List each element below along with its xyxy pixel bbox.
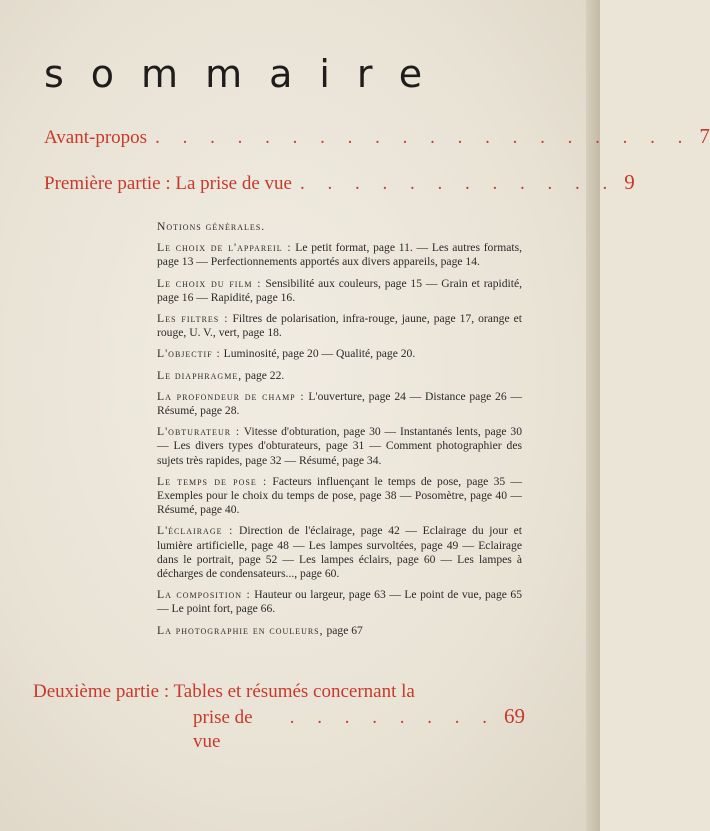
avant-propos-label: Avant-propos: [44, 127, 148, 148]
toc-entry-composition: [157, 588, 522, 616]
entry-text: Luminosité, page 20 — Qualité, page 20.: [223, 347, 416, 361]
entry-heading: L'éclairage :: [157, 524, 234, 538]
entry-heading: Le choix du film :: [157, 276, 262, 290]
premiere-partie-leader: . . . . . . . . . . . .: [299, 173, 617, 194]
entry-text: Facteurs influençant le temps de pose, page 35 — Exemples pour le choix du temps de pose, page 38 — Posomètre, page 40 — Résumé, page 40.: [157, 474, 523, 517]
deuxieme-partie-leader: . . . . . . . .: [289, 707, 496, 728]
premiere-partie-page: 9: [624, 170, 635, 194]
entry-text: Vitesse d'obturation, page 30 — Instantanés lents, page 30 — Les divers types d'obturateurs, page 31 — Comment photographier des sujets très rapides, page 32 — Résumé, page 34.: [157, 425, 522, 467]
deuxieme-partie-label-line2: prise de vue: [193, 707, 253, 752]
entry-heading: L'objectif :: [157, 347, 221, 361]
toc-entry-film: [157, 277, 522, 305]
toc-entry-obturateur: [157, 425, 522, 468]
entry-heading: Le choix de l'appareil :: [157, 241, 292, 255]
toc-entry-profondeur: [157, 390, 522, 418]
toc-entry-appareil: [157, 241, 522, 269]
toc-subsections: [157, 220, 522, 645]
entry-text: Filtres de polarisation, infra-rouge, jaune, page 17, orange et rouge, U. V., vert, page 18.: [157, 312, 522, 340]
entry-text: Direction de l'éclairage, page 42 — Eclairage du jour et lumière artificielle, page 48 — Les lampes survoltées, page 49 — Eclairage dans le portrait, page 52 — Les lampes éclairs, page 60 — Les lampes à décharges de condensateurs..., page 60.: [157, 524, 522, 581]
entry-text: L'ouverture, page 24 — Distance page 26 — Résumé, page 28.: [157, 389, 522, 418]
toc-notions-generales: Notions générales.: [157, 220, 266, 233]
entry-text: Sensibilité aux couleurs, page 15 — Grain et rapidité, page 16 — Rapidité, page 16.: [157, 276, 522, 304]
deuxieme-partie-label-line1: Deuxième partie : Tables et résumés concernant la: [33, 681, 415, 702]
toc-entry-objectif: [157, 347, 522, 361]
avant-propos-page: 7: [699, 124, 710, 148]
entry-heading: Le temps de pose :: [157, 474, 268, 488]
entry-text: Le petit format, page 11. — Les autres formats, page 13 — Perfectionnements apportés aux divers appareils, page 14.: [157, 241, 523, 269]
toc-entry-filtres: [157, 312, 522, 340]
entry-heading: La profondeur de champ :: [157, 389, 305, 403]
page-spine-edge: [586, 0, 600, 831]
premiere-partie-label: Première partie : La prise de vue: [44, 173, 292, 194]
entry-heading: L'obturateur :: [157, 425, 241, 439]
entry-heading: La composition :: [157, 588, 251, 602]
entry-heading: Les filtres :: [157, 312, 229, 326]
deuxieme-partie-page: 69: [504, 704, 525, 728]
entry-text: page 67: [326, 623, 363, 637]
entry-heading: Le diaphragme,: [157, 368, 243, 382]
toc-entry-couleurs: [157, 624, 522, 638]
avant-propos-leader: . . . . . . . . . . . . . . . . . . . .: [155, 127, 692, 148]
entry-heading: La photographie en couleurs,: [157, 623, 324, 637]
toc-entry-diaphragme: [157, 369, 522, 383]
toc-line-deuxieme-partie: [33, 680, 525, 754]
toc-line-premiere-partie: [44, 170, 635, 195]
page-title: sommaire: [44, 52, 450, 96]
entry-text: Hauteur ou largeur, page 63 — Le point de vue, page 65 — Le point fort, page 66.: [157, 588, 522, 616]
toc-entry-temps-de-pose: [157, 475, 522, 518]
toc-line-avant-propos: [44, 124, 710, 149]
toc-entry-eclairage: [157, 524, 522, 581]
deuxieme-partie-line2: [33, 704, 525, 754]
entry-text: page 22.: [245, 368, 285, 382]
